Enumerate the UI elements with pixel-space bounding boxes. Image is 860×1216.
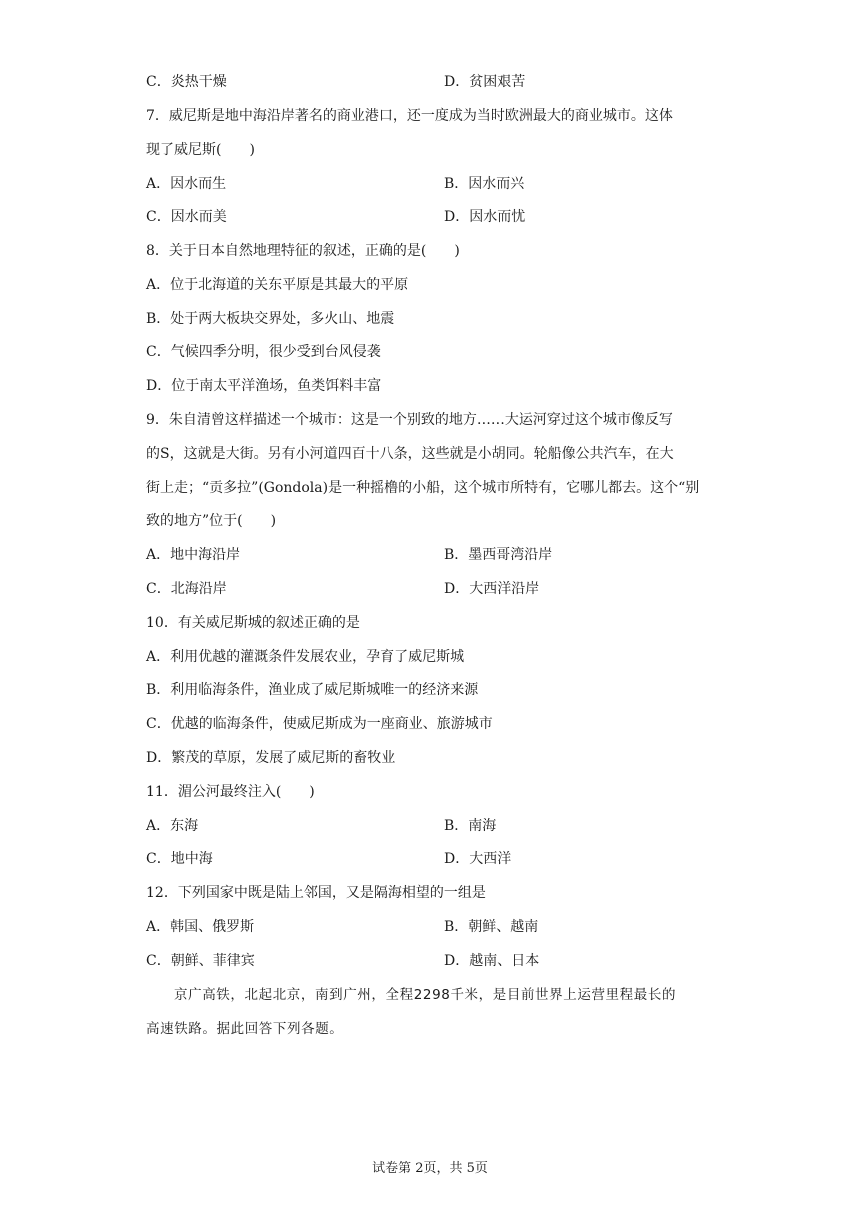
q10-option-c: C．优越的临海条件，使威尼斯成为一座商业、旅游城市 [146, 716, 493, 732]
q9-stem-line4: 致的地方”位于( ) [146, 513, 277, 529]
q12-option-b: B．朝鲜、越南 [444, 919, 539, 935]
q11-option-b: B．南海 [444, 818, 497, 834]
q8-option-d: D．位于南太平洋渔场，鱼类饵料丰富 [146, 378, 382, 394]
q9-option-a: A．地中海沿岸 [146, 547, 241, 563]
passage-line2: 高速铁路。据此回答下列各题。 [146, 1021, 344, 1037]
q10-stem: 10．有关威尼斯城的叙述正确的是 [146, 615, 360, 631]
q6-option-d: D．贫困艰苦 [444, 74, 526, 90]
q10-option-a: A．利用优越的灌溉条件发展农业，孕育了威尼斯城 [146, 649, 465, 665]
q9-option-c: C．北海沿岸 [146, 581, 227, 597]
q9-stem-line1: 9．朱自清曾这样描述一个城市：这是一个别致的地方……大运河穿过这个城市像反写 [146, 412, 673, 428]
q11-option-d: D．大西洋 [444, 851, 512, 867]
passage-line1: 京广高铁，北起北京，南到广州，全程2298千米，是目前世界上运营里程最长的 [174, 987, 677, 1003]
q7-option-b: B．因水而兴 [444, 176, 525, 192]
q12-option-d: D．越南、日本 [444, 953, 540, 969]
q7-stem-line2: 现了威尼斯( ) [146, 142, 255, 158]
q8-option-a: A．位于北海道的关东平原是其最大的平原 [146, 277, 409, 293]
q8-option-c: C．气候四季分明，很少受到台风侵袭 [146, 344, 381, 360]
q8-option-b: B．处于两大板块交界处，多火山、地震 [146, 311, 395, 327]
q6-option-c: C．炎热干燥 [146, 74, 227, 90]
q12-option-c: C．朝鲜、菲律宾 [146, 953, 255, 969]
q10-option-b: B．利用临海条件，渔业成了威尼斯城唯一的经济来源 [146, 682, 479, 698]
q9-stem-line2: 的S，这就是大街。另有小河道四百十八条，这些就是小胡同。轮船像公共汽车，在大 [146, 446, 674, 462]
q11-option-c: C．地中海 [146, 851, 213, 867]
page-footer: 试卷第 2页，共 5页 [372, 1161, 488, 1176]
q12-stem: 12．下列国家中既是陆上邻国，又是隔海相望的一组是 [146, 885, 486, 901]
q12-option-a: A．韩国、俄罗斯 [146, 919, 255, 935]
q8-stem: 8．关于日本自然地理特征的叙述，正确的是( ) [146, 243, 460, 259]
q7-option-c: C．因水而美 [146, 209, 227, 225]
q7-option-d: D．因水而忧 [444, 209, 526, 225]
q11-option-a: A．东海 [146, 818, 199, 834]
q9-stem-line3: 街上走；“贡多拉”(Gondola)是一种摇橹的小船，这个城市所特有，它哪儿都去。这个“别 [146, 480, 700, 496]
q11-stem: 11．湄公河最终注入( ) [146, 784, 315, 800]
q7-option-a: A．因水而生 [146, 176, 227, 192]
q10-option-d: D．繁茂的草原，发展了威尼斯的畜牧业 [146, 750, 396, 766]
q9-option-b: B．墨西哥湾沿岸 [444, 547, 553, 563]
q9-option-d: D．大西洋沿岸 [444, 581, 540, 597]
q7-stem-line1: 7．威尼斯是地中海沿岸著名的商业港口，还一度成为当时欧洲最大的商业城市。这体 [146, 108, 673, 124]
